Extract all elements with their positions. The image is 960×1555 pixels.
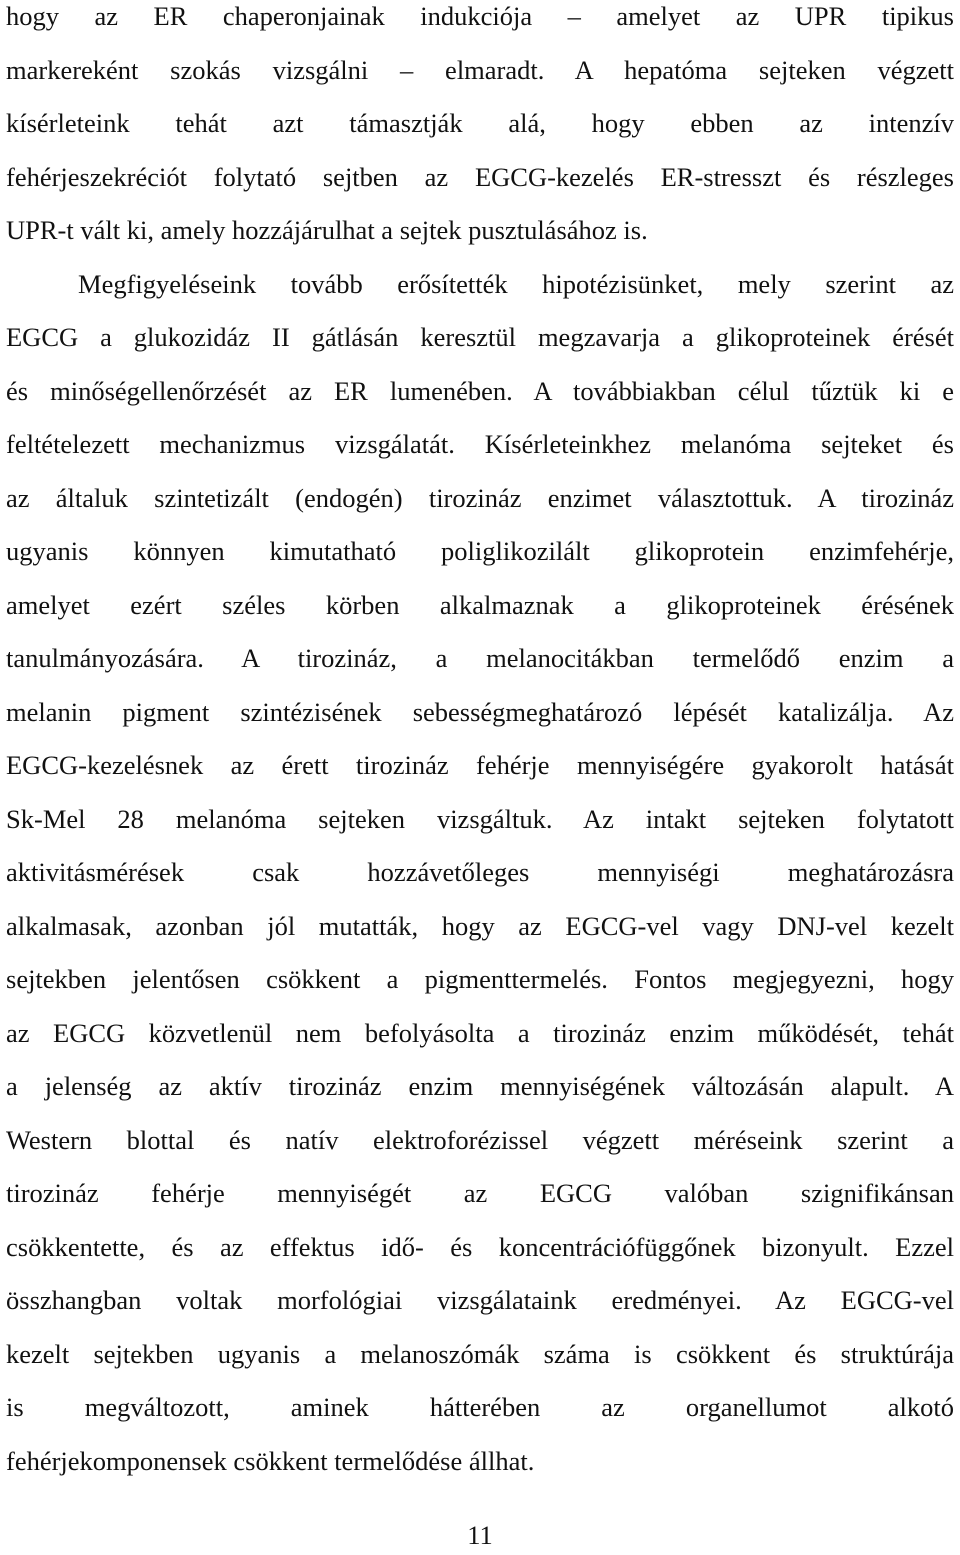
text-line: ugyanis könnyen kimutatható poliglikozilált glikoprotein enzimfehérje,: [6, 536, 954, 566]
text-line: kísérleteink tehát azt támasztják alá, hogy ebben az intenzív: [6, 108, 954, 138]
text-line: markereként szokás vizsgálni – elmaradt. A hepatóma sejteken végzett: [6, 55, 954, 85]
text-line: EGCG a glukozidáz II gátlásán keresztül megzavarja a glikoproteinek érését: [6, 322, 954, 352]
text-line: tanulmányozására. A tirozináz, a melanocitákban termelődő enzim a: [6, 643, 954, 673]
text-line: összhangban voltak morfológiai vizsgálataink eredményei. Az EGCG-vel: [6, 1285, 954, 1315]
text-line: fehérjeszekréciót folytató sejtben az EGCG-kezelés ER-stresszt és részleges: [6, 162, 954, 192]
text-line: a jelenség az aktív tirozináz enzim mennyiségének változásán alapult. A: [6, 1071, 954, 1101]
text-line: EGCG-kezelésnek az érett tirozináz fehérje mennyiségére gyakorolt hatását: [6, 750, 954, 780]
text-line: hogy az ER chaperonjainak indukciója – amelyet az UPR tipikus: [6, 1, 954, 31]
text-line: UPR-t vált ki, amely hozzájárulhat a sejtek pusztulásához is.: [6, 215, 648, 245]
text-line: kezelt sejtekben ugyanis a melanoszómák száma is csökkent és struktúrája: [6, 1339, 954, 1369]
text-line: és minőségellenőrzését az ER lumenében. A továbbiakban célul tűztük ki e: [6, 376, 954, 406]
text-line: amelyet ezért széles körben alkalmaznak a glikoproteinek érésének: [6, 590, 954, 620]
text-line: Megfigyeléseink tovább erősítették hipotézisünket, mely szerint az: [78, 269, 954, 299]
text-line: melanin pigment szintézisének sebességmeghatározó lépését katalizálja. Az: [6, 697, 954, 727]
text-line: csökkentette, és az effektus idő- és koncentrációfüggőnek bizonyult. Ezzel: [6, 1232, 954, 1262]
text-line: is megváltozott, aminek hátterében az organellumot alkotó: [6, 1392, 954, 1422]
text-line: az általuk szintetizált (endogén) tirozináz enzimet választottuk. A tirozináz: [6, 483, 954, 513]
text-line: feltételezett mechanizmus vizsgálatát. Kísérleteinkhez melanóma sejteket és: [6, 429, 954, 459]
text-line: sejtekben jelentősen csökkent a pigmenttermelés. Fontos megjegyezni, hogy: [6, 964, 954, 994]
text-line: tirozináz fehérje mennyiségét az EGCG valóban szignifikánsan: [6, 1178, 954, 1208]
text-line: fehérjekomponensek csökkent termelődése állhat.: [6, 1446, 535, 1476]
text-line: Western blottal és natív elektroforézissel végzett méréseink szerint a: [6, 1125, 954, 1155]
text-line: alkalmasak, azonban jól mutatták, hogy az EGCG-vel vagy DNJ-vel kezelt: [6, 911, 954, 941]
text-line: aktivitásmérések csak hozzávetőleges mennyiségi meghatározásra: [6, 857, 954, 887]
text-line: az EGCG közvetlenül nem befolyásolta a tirozináz enzim működését, tehát: [6, 1018, 954, 1048]
page-number: 11: [467, 1520, 493, 1550]
text-line: Sk-Mel 28 melanóma sejteken vizsgáltuk. Az intakt sejteken folytatott: [6, 804, 954, 834]
